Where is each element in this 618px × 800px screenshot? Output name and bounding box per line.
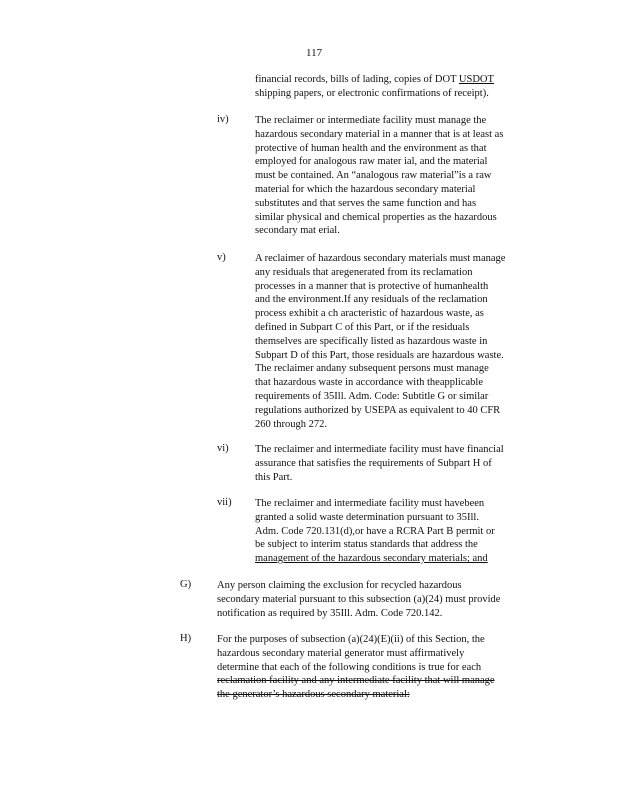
text-line: any residuals that aregenerated from its reclamation	[255, 266, 473, 278]
text-line: For the purposes of subsection (a)(24)(E)(ii) of this Section, the	[217, 634, 485, 645]
text-line: material for which the hazardous secondary material	[255, 183, 476, 195]
item-vii-text	[255, 497, 539, 566]
text-line: regulations authorized by USEPA as equivalent to 40 CFR	[255, 404, 501, 416]
text-line: and the environment.If any residuals of the reclamation	[255, 294, 488, 306]
text-line: Any person claiming the exclusion for recycled hazardous	[217, 580, 462, 591]
inserted-text: management of the hazardous secondary materials; and	[255, 553, 488, 565]
text-line: secondary material pursuant to this subsection (a)(24) must provide	[217, 593, 501, 605]
text-line: that hazardous waste in accordance with theapplicable	[255, 377, 483, 389]
text-line: The reclaimer and intermediate facility must have financial	[255, 444, 504, 455]
text-line: employed for analogous raw mater ial, and the material	[255, 156, 488, 168]
text-line: A reclaimer of hazardous secondary materials must manage	[255, 253, 506, 264]
item-label-iv: iv)	[217, 114, 229, 125]
text-line: The reclaimer and intermediate facility must havebeen	[255, 498, 485, 509]
text-line: The reclaimer andany subsequent persons must manage	[255, 363, 489, 375]
text-line: process exhibit a ch aracteristic of hazardous waste, as	[255, 308, 484, 320]
section-label-g: G)	[180, 579, 192, 590]
inserted-text: USDOT	[458, 74, 494, 85]
text-line: determine that each of the following conditions is true for each	[217, 661, 482, 673]
item-vi-text	[255, 443, 539, 484]
text-line: 260 through 272.	[255, 418, 328, 430]
text-line: Subpart D of this Part, those residuals are hazardous waste.	[255, 349, 504, 361]
text-line: processes in a manner that is protective of humanhealth	[255, 280, 489, 292]
text-line: hazardous secondary material generator must affirmatively	[217, 647, 465, 659]
section-g-text	[217, 579, 539, 620]
text-line: requirements of 35Ill. Adm. Code: Subtitle G or similar	[255, 390, 489, 402]
continuation-text	[255, 73, 539, 101]
text-line: The reclaimer or intermediate facility must manage the	[255, 115, 487, 126]
text-line: themselves are specifically listed as hazardous waste in	[255, 335, 488, 347]
text-line: secondary mat erial.	[255, 225, 340, 237]
page-number: 117	[306, 47, 323, 59]
text-line: protective of human health and the environment as that	[255, 142, 487, 154]
text-line: shipping papers, or electronic confirmations of receipt).	[255, 87, 489, 99]
text-line: this Part.	[255, 471, 293, 483]
item-iv-text	[255, 114, 539, 238]
text-line: notification as required by 35Ill. Adm. Code 720.142.	[217, 607, 443, 619]
text-line: granted a solid waste determination pursuant to 35Ill.	[255, 511, 479, 523]
item-label-v: v)	[217, 252, 226, 263]
text-line: substitutes and that serves the same function and has	[255, 197, 477, 209]
text-line: be subject to interim status standards that address the	[255, 539, 478, 551]
item-label-vii: vii)	[217, 497, 232, 508]
text-line: defined in Subpart C of this Part, or if the residuals	[255, 321, 470, 333]
text-line: assurance that satisfies the requirements of Subpart H of	[255, 457, 492, 469]
text-line: similar physical and chemical properties as the hazardous	[255, 211, 497, 223]
item-label-vi: vi)	[217, 443, 229, 454]
deleted-text: reclamation facility and any intermediate facility that will manage	[217, 675, 495, 687]
item-v-text	[255, 252, 539, 431]
text-line: must be contained. An “analogous raw material”is a raw	[255, 170, 492, 182]
text-line: hazardous secondary material in a manner that is at least as	[255, 128, 504, 140]
text-line: financial records, bills of lading, copies of DOT USDOT	[255, 74, 494, 85]
deleted-text: the generator’s hazardous secondary material:	[217, 689, 410, 701]
section-h-text	[217, 633, 539, 702]
section-label-h: H)	[180, 633, 192, 644]
text-line: Adm. Code 720.131(d),or have a RCRA Part B permit or	[255, 525, 495, 537]
